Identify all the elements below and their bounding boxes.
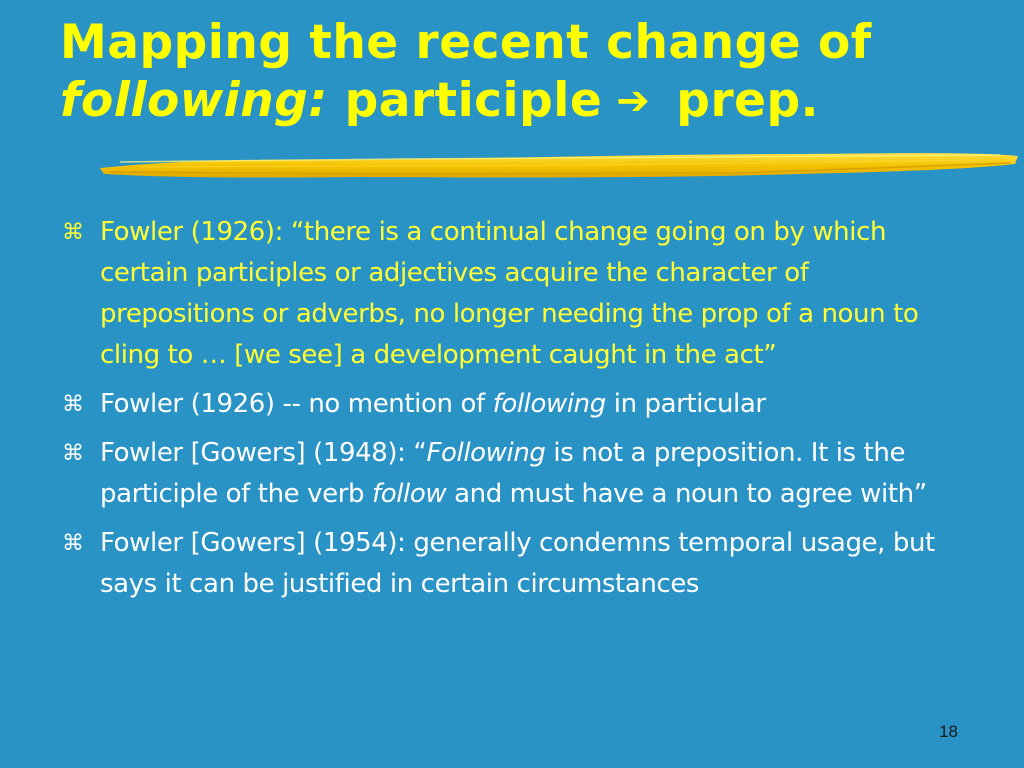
bullet-text: Fowler (1926): “there is a continual change going on by which certain participles or adjectives acquire the character of prepositions or adverbs, no longer needing the prop of a noun to cling to … [we see] a development caught in the act” — [100, 217, 919, 370]
bullet-icon: ⌘ — [62, 392, 84, 417]
bullet-italic: following — [492, 389, 606, 419]
bullet-text: is not a preposition. It is the participle of the verb — [100, 438, 906, 509]
bullet-text: and must have a noun to agree with” — [446, 479, 927, 509]
bullet-italic: follow — [371, 479, 447, 509]
bullet-text: Fowler [Gowers] (1954): generally condemns temporal usage, but says it can be justified in certain circumstances — [100, 528, 935, 599]
slide-title — [60, 14, 1000, 130]
bullet-text: in particular — [605, 389, 766, 419]
bullet-item-fowler-gowers-1954 — [60, 523, 960, 605]
bullet-item-fowler-1926-no-mention — [60, 384, 960, 425]
bullet-list — [60, 212, 960, 613]
title-prep: prep. — [676, 73, 819, 128]
bullet-text: Fowler (1926) -- no mention of — [100, 389, 493, 419]
bullet-item-fowler-1926-quote — [60, 212, 960, 376]
bullet-text: Fowler [Gowers] (1948): “ — [100, 438, 427, 468]
bullet-item-fowler-gowers-1948 — [60, 433, 960, 515]
title-participle: participle — [344, 73, 603, 128]
bullet-icon: ⌘ — [62, 220, 84, 245]
bullet-icon: ⌘ — [62, 441, 84, 466]
title-line-1: Mapping the recent change of — [60, 15, 872, 70]
arrow-right-icon: ➔ — [616, 78, 651, 124]
title-italic-word: following: — [60, 73, 328, 128]
title-underline-brush-stroke — [100, 150, 1020, 184]
title-line-2 — [60, 72, 1000, 130]
bullet-italic: Following — [426, 438, 546, 468]
page-number: 18 — [939, 722, 958, 741]
bullet-icon: ⌘ — [62, 531, 84, 556]
